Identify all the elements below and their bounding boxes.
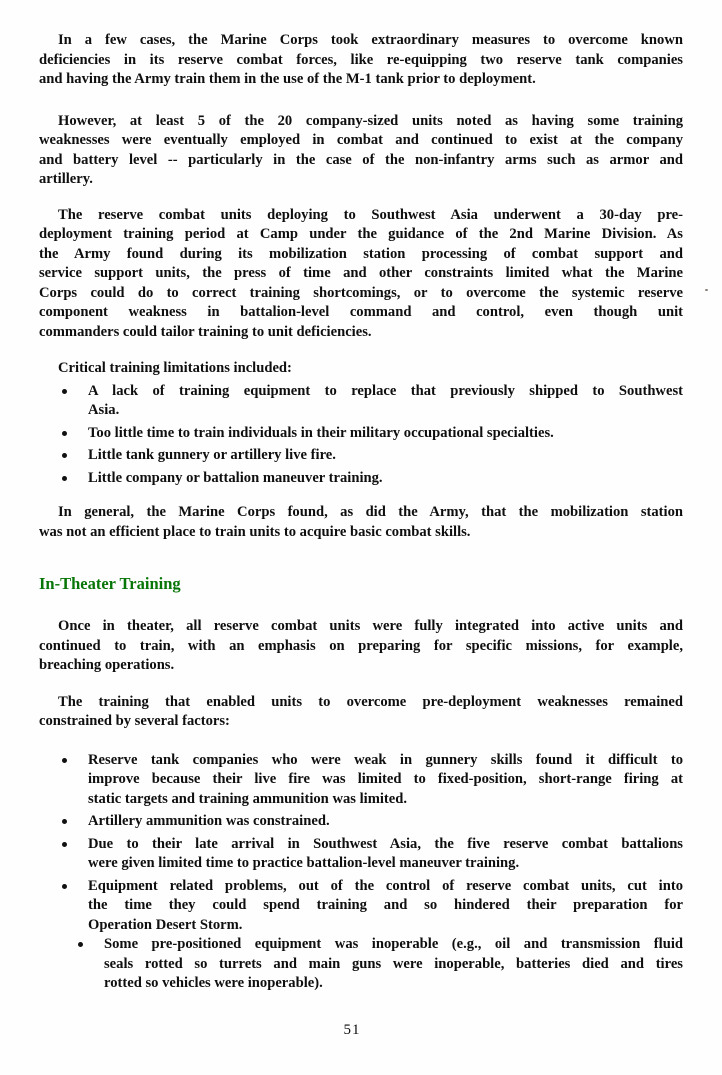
paragraph-few-cases: In a few cases, the Marine Corps took extraordinary measures to overcome known deficiencies in its reserve combat forces, like re-equipping two reserve tank companies and having the Army train them in the use of the M-1 tank prior to deployment. [39,32,683,87]
list-item-text: Little company or battalion maneuver training. [88,469,383,486]
factors-list [39,751,683,994]
list-item-lack-of-equipment [39,382,683,421]
list-item-text: Artillery ammunition was constrained. [88,813,330,829]
list-item-text: Little tank gunnery or artillery live fire. [88,447,336,463]
bullet-icon [39,812,88,832]
page-content [39,31,683,994]
page-number: 51 [343,1022,361,1038]
paragraph-training-enabled: The training that enabled units to overcome pre-deployment weaknesses remained constrained by several factors: [39,693,683,729]
paragraph-in-general: In general, the Marine Corps found, as did the Army, that the mobilization station was not an efficient place to train units to acquire basic combat skills. [39,504,683,540]
list-item-text: Some pre-positioned equipment was inoperable (e.g., oil and transmission fluid seals rotted so turrets and main guns were inoperable, batteries died and tires rotted so vehicles were inoperable). [104,936,683,991]
list-item-little-maneuver [39,469,683,489]
list-item-little-gunnery [39,446,683,466]
list-item-text: Due to their late arrival in Southwest Asia, the five reserve combat battalions were given limited time to practice battalion-level maneuver training. [88,835,683,871]
limitations-list [39,382,683,489]
bullet-icon [78,935,104,994]
list-item-reserve-tank-companies [39,751,683,810]
section-heading-in-theater-training: In-Theater Training [39,574,181,593]
bullet-icon [39,446,88,466]
paragraph-once-in-theater: Once in theater, all reserve combat units were fully integrated into active units and continued to train, with an emphasis on preparing for specific missions, for example, breaching operations. [39,618,683,673]
bullet-icon [39,835,88,874]
list-item-too-little-time [39,424,683,444]
limitations-intro: Critical training limitations included: [58,360,292,376]
bullet-icon [39,469,88,489]
list-item-text: Reserve tank companies who were weak in gunnery skills found it difficult to improve because their live fire was limited to fixed-position, short-range firing at static targets and training ammunition was limited. [88,751,683,807]
list-item-text: Too little time to train individuals in their military occupational specialties. [88,424,554,441]
list-item-artillery-ammunition [39,812,683,832]
paragraph-reserve-units: The reserve combat units deploying to Southwest Asia underwent a 30-day pre- deployment training period at Camp under the guidance of the 2nd Marine Division. As the Army found during its mobilization station processing of combat support and service support units, the press of time and other constraints limited what the Marine Corps could do to correct training shortcomings, or to overcome the systemic reserve component weakness in battalion-level command and control, even though unit commanders could tailor training to unit deficiencies. [39,206,683,340]
list-item-equipment-problems [39,877,683,994]
equipment-sublist [78,935,683,994]
list-item-prepositioned-equipment [78,935,683,994]
list-item-late-arrival [39,835,683,874]
bullet-icon [39,382,88,421]
list-item-text: Equipment related problems, out of the control of reserve combat units, cut into the time they could spend training and so hindered their preparation for Operation Desert Storm. [88,877,683,933]
bullet-icon [39,751,88,810]
scan-artifact-dot [705,289,708,291]
paragraph-however: However, at least 5 of the 20 company-sized units noted as having some training weaknesses were eventually employed in combat and continued to exist at the company and battery level -- particularly in the case of the non-infantry arms such as armor and artillery. [39,112,683,187]
list-item-text: A lack of training equipment to replace that previously shipped to Southwest Asia. [88,382,683,418]
bullet-icon [39,424,88,444]
